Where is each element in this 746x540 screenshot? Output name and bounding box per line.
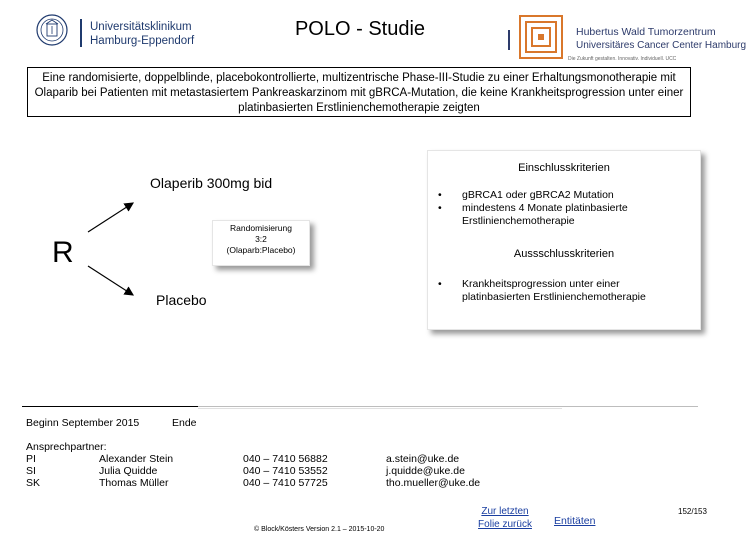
randomization-line3: (Olaparb:Placebo)	[226, 245, 296, 255]
randomization-ratio: 3:2	[255, 234, 267, 244]
contact-role: SI	[26, 465, 36, 477]
timeline-divider-light	[198, 408, 562, 409]
contact-phone: 040 – 7410 53552	[243, 465, 328, 477]
criteria-box	[427, 150, 701, 330]
page-title: POLO - Studie	[294, 18, 426, 40]
randomization-line1: Randomisierung	[230, 223, 292, 233]
contact-role: SK	[26, 477, 41, 489]
timeline-end: Ende	[172, 417, 197, 429]
timeline-start: Beginn September 2015	[26, 417, 140, 429]
inclusion-title: Einschlusskriterien	[518, 162, 610, 174]
exclusion-item: • Krankheitsprogression unter einer platinbasierten Erstlinienchemotherapie	[438, 278, 688, 304]
huwa-logo	[508, 14, 746, 64]
huwa-logo-text	[576, 26, 746, 52]
back-to-last-slide-link[interactable]: Zur letzten Folie zurück	[478, 506, 532, 530]
copyright-notice: © Block/Kösters Version 2.1 – 2015-10-20	[254, 526, 385, 533]
contact-name: Julia Quidde	[99, 465, 158, 477]
randomization-box	[212, 220, 310, 266]
exclusion-title: Aussschlusskriterien	[513, 248, 615, 260]
contact-role: PI	[26, 453, 36, 465]
exclusion-list	[438, 278, 688, 304]
uke-logo-line2: Hamburg-Eppendorf	[90, 35, 195, 47]
huwa-logo-line1: Hubertus Wald Tumorzentrum	[576, 26, 716, 38]
inclusion-list	[438, 189, 688, 228]
timeline-divider-gray	[198, 406, 698, 407]
study-description: Eine randomisierte, doppelblinde, placebokontrollierte, multizentrische Phase-III-Studie zu einer Erhaltungsmonotherapie mit Olaparib bei Patienten mit metastasiertem Pankreaskarzinom mit gBRCA-Mutation, die keine Krankheitsprogression unter einer platinbasierten Erstlinienchemotherapie zeigten	[27, 67, 691, 117]
contact-email: a.stein@uke.de	[386, 453, 460, 465]
timeline-divider	[22, 406, 198, 407]
arm-placebo-label: Placebo	[156, 292, 207, 308]
contact-name: Thomas Müller	[99, 477, 169, 489]
inclusion-item: • gBRCA1 oder gBRCA2 Mutation	[438, 189, 688, 202]
inclusion-item: • mindestens 4 Monate platinbasierte Erstlinienchemotherapie	[438, 202, 688, 228]
contact-name: Alexander Stein	[99, 453, 174, 465]
contact-email: tho.mueller@uke.de	[386, 477, 481, 489]
tumorzentrum-mark-icon	[518, 14, 564, 60]
huwa-logo-line2: Universitäres Cancer Center Hamburg	[576, 40, 746, 51]
contact-phone: 040 – 7410 56882	[243, 453, 328, 465]
uke-logo-line1: Universitätsklinikum	[90, 21, 192, 33]
page-number: 152/153	[678, 507, 707, 516]
arrow-to-placebo	[88, 266, 133, 295]
contact-email: j.quidde@uke.de	[386, 465, 465, 477]
huwa-tagline: Die Zukunft gestalten. Innovativ. Individuell. UCC	[568, 56, 677, 62]
contact-phone: 040 – 7410 57725	[243, 477, 328, 489]
huwa-divider	[508, 30, 510, 50]
randomization-r-label: R	[52, 236, 74, 269]
contacts-title: Ansprechpartner:	[26, 441, 107, 453]
entities-link[interactable]: Entitäten	[554, 515, 596, 527]
arm-olaparib-label: Olaperib 300mg bid	[150, 175, 273, 191]
arrow-to-olaparib	[88, 203, 133, 232]
